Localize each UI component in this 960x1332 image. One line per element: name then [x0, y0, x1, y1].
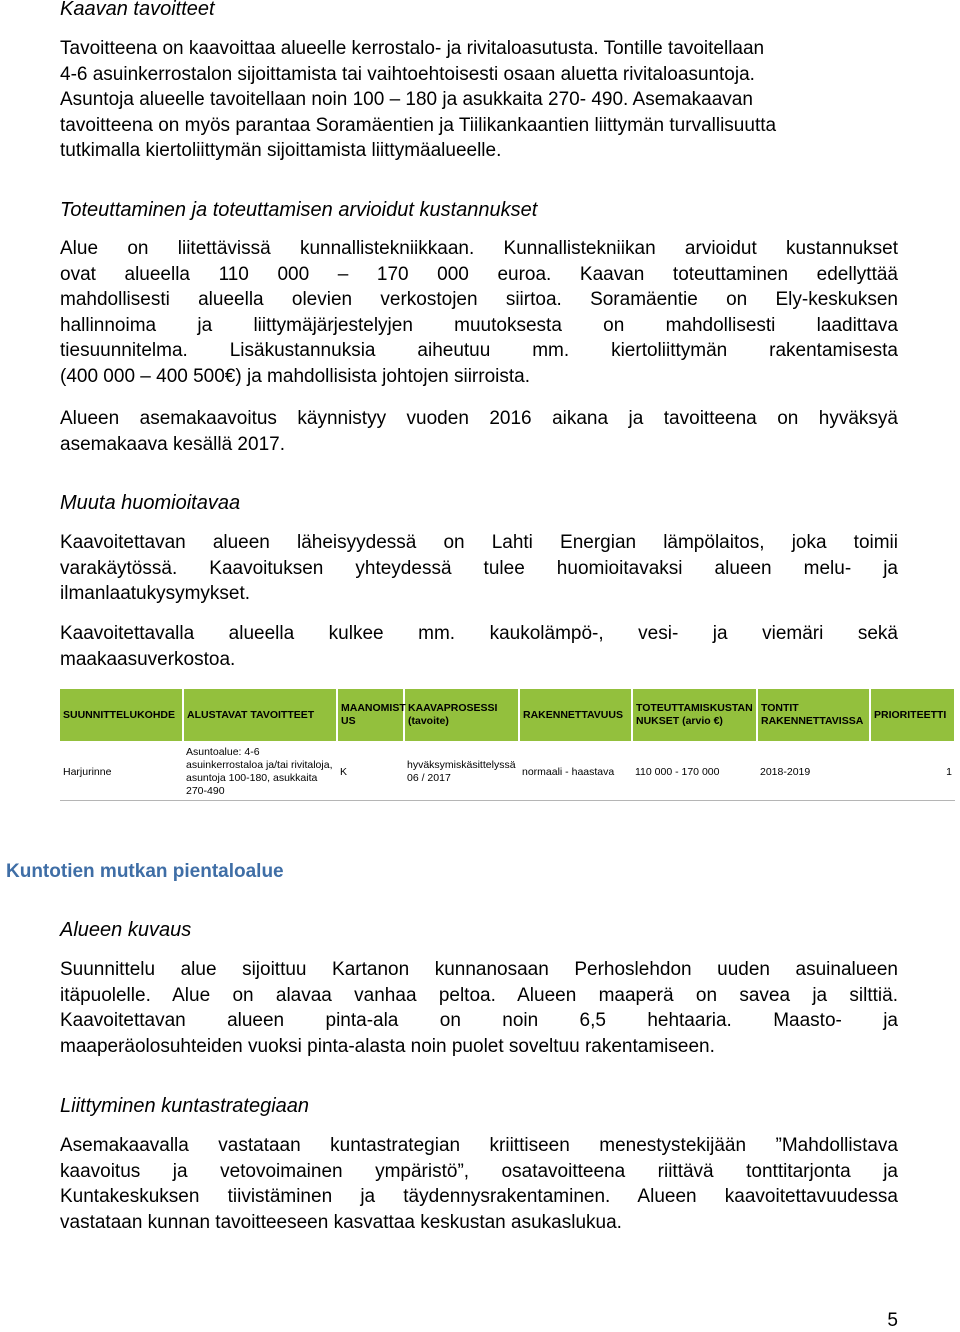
text-line: tutkimalla kiertoliittymän sijoittamista liittymäalueelle. [60, 140, 502, 162]
text-line: tiesuunnitelma. Lisäkustannuksia aiheutuu mm. kiertoliittymän rakentamisesta [60, 340, 898, 362]
text-line: Kaavoitettavalla alueella kulkee mm. kaukolämpö-, vesi- ja viemäri sekä [60, 623, 898, 644]
paragraph-toteuttaminen [60, 236, 898, 390]
text-line: itäpuolelle. Alue on alavaa vanhaa peltoa. Alueen maaperä on savea ja silttiä. [60, 984, 898, 1006]
text-line: maakaasuverkostoa. [60, 648, 236, 670]
text-line: Kaavoitettavan alueen läheisyydessä on Lahti Energian lämpölaitos, joka toimii [60, 532, 898, 553]
cell-maanomistus: K [337, 743, 404, 801]
text-line: tavoitteena on myös parantaa Soramäentien ja Tiilikankaantien liittymän turvallisuutta [60, 114, 777, 136]
cell-rakennettavuus: normaali - haastava [519, 743, 632, 801]
heading-toteuttaminen: Toteuttaminen ja toteuttamisen arvioidut kustannukset [60, 199, 538, 221]
page-number: 5 [887, 1310, 898, 1331]
text-line: (400 000 – 400 500€) ja mahdollisista johtojen siirroista. [60, 365, 530, 387]
text-line: Suunnittelu alue sijoittuu Kartanon kunnanosaan Perhoslehdon uuden asuinalueen [60, 959, 898, 980]
text-line: vastataan kunnan tavoitteeseen kasvattaa keskustan asukaslukua. [60, 1211, 622, 1233]
text-line: Kaavoitettavan alueen pinta-ala on noin 6,5 hehtaaria. Maasto- ja [60, 1010, 898, 1032]
header-suunnittelukohde: SUUNNITTELUKOHDE [60, 689, 183, 743]
cell-prioriteetti: 1 [870, 743, 955, 801]
header-rakennettavuus: RAKENNETTAVUUS [519, 689, 632, 743]
header-prioriteetti: PRIORITEETTI [870, 689, 955, 743]
text-line: varakäytössä. Kaavoituksen yhteydessä tulee huomioitavaksi alueen melu- ja [60, 557, 898, 579]
header-tontit: TONTIT RAKENNETTAVISSA [757, 689, 870, 743]
text-line: Alueen asemakaavoitus käynnistyy vuoden 2016 aikana ja tavoitteena on hyväksyä [60, 408, 898, 429]
heading-liittyminen: Liittyminen kuntastrategiaan [60, 1095, 310, 1117]
text-line: maaperäolosuhteiden vuoksi pinta-alasta noin puolet soveltuu rakentamiseen. [60, 1035, 715, 1057]
text-line: Alue on liitettävissä kunnallistekniikkaan. Kunnallistekniikan arvioidut kustannukset [60, 238, 898, 259]
heading-muuta-huomioitavaa: Muuta huomioitavaa [60, 492, 241, 514]
cell-kustannukset: 110 000 - 170 000 [632, 743, 757, 801]
text-line: Asemakaavalla vastataan kuntastrategian kriittiseen menestystekijään ”Mahdollistava [60, 1135, 898, 1156]
text-line: Tavoitteena on kaavoittaa alueelle kerrostalo- ja rivitaloasutusta. Tontille tavoitellaan [60, 38, 765, 59]
text-line: hallinnoima ja liittymäjärjestelyjen muutoksesta on mahdollisesti laadittava [60, 314, 898, 336]
text-line: Asuntoja alueelle tavoitellaan noin 100 – 180 ja asukkaita 270- 490. Asemakaavan [60, 89, 753, 111]
table-row [60, 743, 955, 801]
paragraph-muuta-2 [60, 621, 898, 672]
header-kaavaprosessi: KAAVAPROSESSI (tavoite) [404, 689, 519, 743]
cell-kaavaprosessi: hyväksymiskäsittelyssä 06 / 2017 [404, 743, 519, 801]
text-line: ilmanlaatukysymykset. [60, 583, 251, 605]
header-toteuttamiskustannukset: TOTEUTTAMISKUSTAN NUKSET (arvio €) [632, 689, 757, 743]
header-alustavat-tavoitteet: ALUSTAVAT TAVOITTEET [183, 689, 337, 743]
text-line: ovat alueella 110 000 – 170 000 euroa. Kaavan toteuttaminen edellyttää [60, 263, 898, 285]
paragraph-liittyminen [60, 1133, 898, 1235]
cell-tavoitteet: Asuntoalue: 4-6 asuinkerrostaloa ja/tai rivitaloja, asuntoja 100-180, asukkaita 270-490 [183, 743, 337, 801]
header-maanomistus: MAANOMIST US [337, 689, 404, 743]
cell-kohde: Harjurinne [60, 743, 183, 801]
paragraph-kaavan-tavoitteet [60, 36, 898, 164]
heading-kaavan-tavoitteet: Kaavan tavoitteet [60, 0, 215, 20]
text-line: asemakaava kesällä 2017. [60, 433, 285, 455]
heading-alueen-kuvaus: Alueen kuvaus [60, 919, 192, 941]
cell-tontit: 2018-2019 [757, 743, 870, 801]
table-header-row [60, 689, 955, 743]
text-line: kaavoitus ja vetovoimainen ympäristö”, osatavoitteena riittävä tonttitarjonta ja [60, 1160, 898, 1182]
planning-table [60, 689, 956, 801]
text-line: mahdollisesti alueella olevien verkostojen siirtoa. Soramäentie on Ely-keskuksen [60, 289, 898, 311]
section-title-kuntotie: Kuntotien mutkan pientaloalue [6, 861, 284, 882]
paragraph-alueen-kuvaus [60, 957, 898, 1059]
text-line: 4-6 asuinkerrostalon sijoittamista tai vaihtoehtoisesti osaan aluetta rivitaloasuntoja. [60, 63, 755, 85]
paragraph-muuta-1 [60, 530, 898, 607]
text-line: Kuntakeskuksen tiivistäminen ja täydennysrakentaminen. Alueen kaavoitettavuudessa [60, 1186, 898, 1208]
paragraph-schedule [60, 406, 898, 457]
